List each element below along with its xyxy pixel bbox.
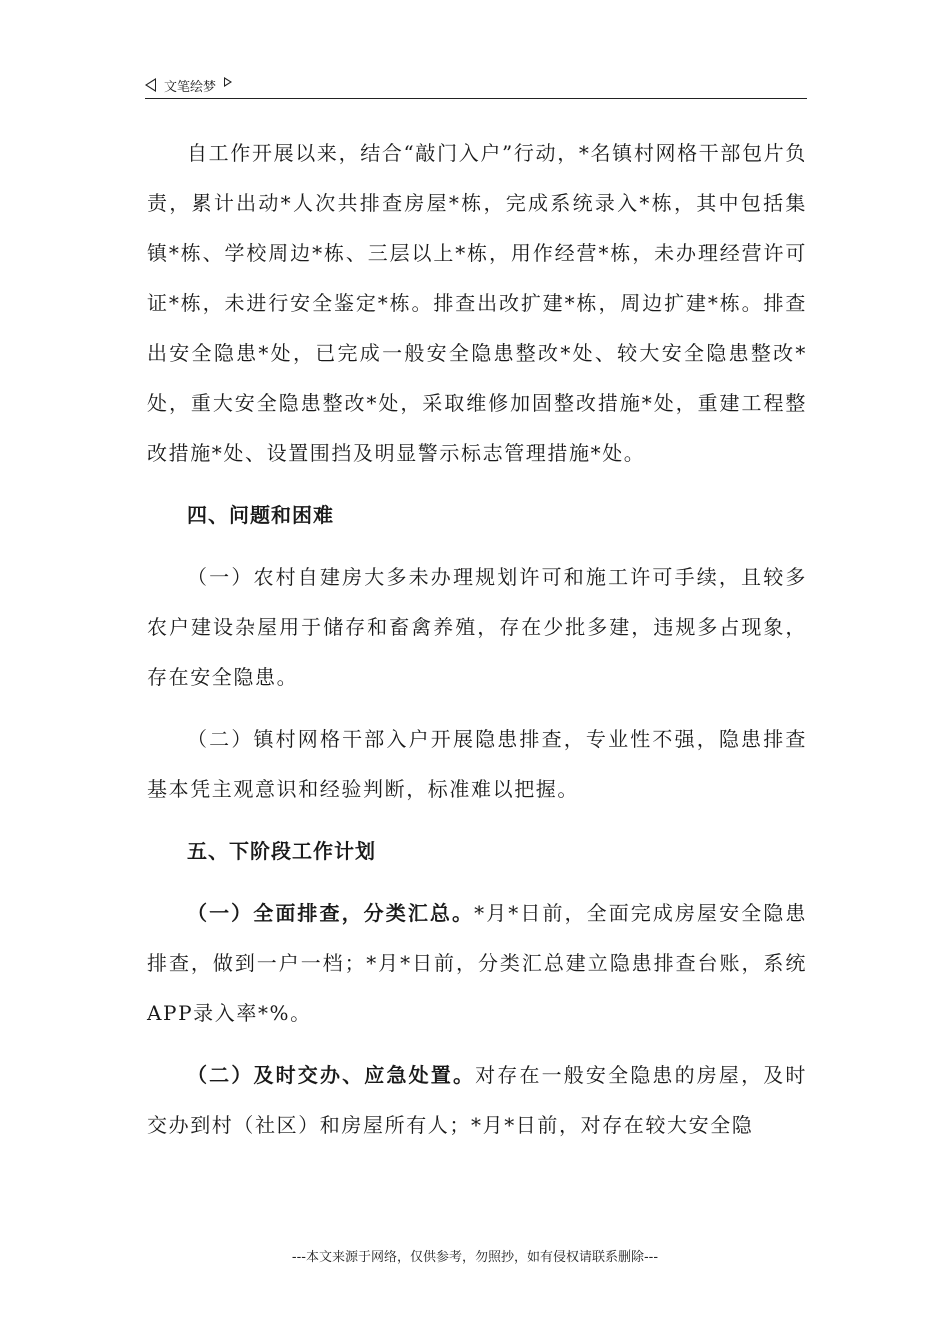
paragraph-plan-2	[147, 1050, 807, 1150]
section-heading-problems: 四、问题和困难	[187, 503, 334, 527]
document-body	[147, 128, 807, 1150]
paragraph-plan-1	[147, 888, 807, 1038]
plan-1-lead: （一）全面排查，分类汇总。	[187, 901, 475, 925]
plan-1-text: *月*日前，全面完成房屋安全隐患排查，做到一户一档；*月*日前，分类汇总建立隐患排查台账，系统APP录入率*%。	[147, 901, 807, 1025]
triangle-left-icon	[145, 78, 156, 92]
paragraph-problem-2: （二）镇村网格干部入户开展隐患排查，专业性不强，隐患排查基本凭主观意识和经验判断，标准难以把握。	[147, 727, 807, 801]
paragraph-problem-1: （一）农村自建房大多未办理规划许可和施工许可手续，且较多农户建设杂屋用于储存和畜禽养殖，存在少批多建，违规多占现象，存在安全隐患。	[147, 565, 807, 689]
plan-2-lead: （二）及时交办、应急处置。	[187, 1063, 476, 1087]
footer-notice: ---本文来源于网络，仅供参考，勿照抄，如有侵权请联系删除---	[291, 1250, 659, 1265]
triangle-right-icon	[224, 77, 232, 87]
page-header	[145, 72, 807, 99]
header-brand: 文笔绘梦	[164, 79, 217, 95]
plan-2-text: 对存在一般安全隐患的房屋，及时交办到村（社区）和房屋所有人；*月*日前，对存在较大安全隐	[147, 1063, 807, 1137]
paragraph-summary: 自工作开展以来，结合“敲门入户”行动，*名镇村网格干部包片负责，累计出动*人次共排查房屋*栋，完成系统录入*栋，其中包括集镇*栋、学校周边*栋、三层以上*栋，用作经营*栋，未办理经营许可证*栋，未进行安全鉴定*栋。排查出改扩建*栋，周边扩建*栋。排查出安全隐患*处，已完成一般安全隐患整改*处、较大安全隐患整改*处，重大安全隐患整改*处，采取维修加固整改措施*处，重建工程整改措施*处、设置围挡及明显警示标志管理措施*处。	[147, 141, 807, 465]
section-heading-plan: 五、下阶段工作计划	[187, 839, 376, 863]
